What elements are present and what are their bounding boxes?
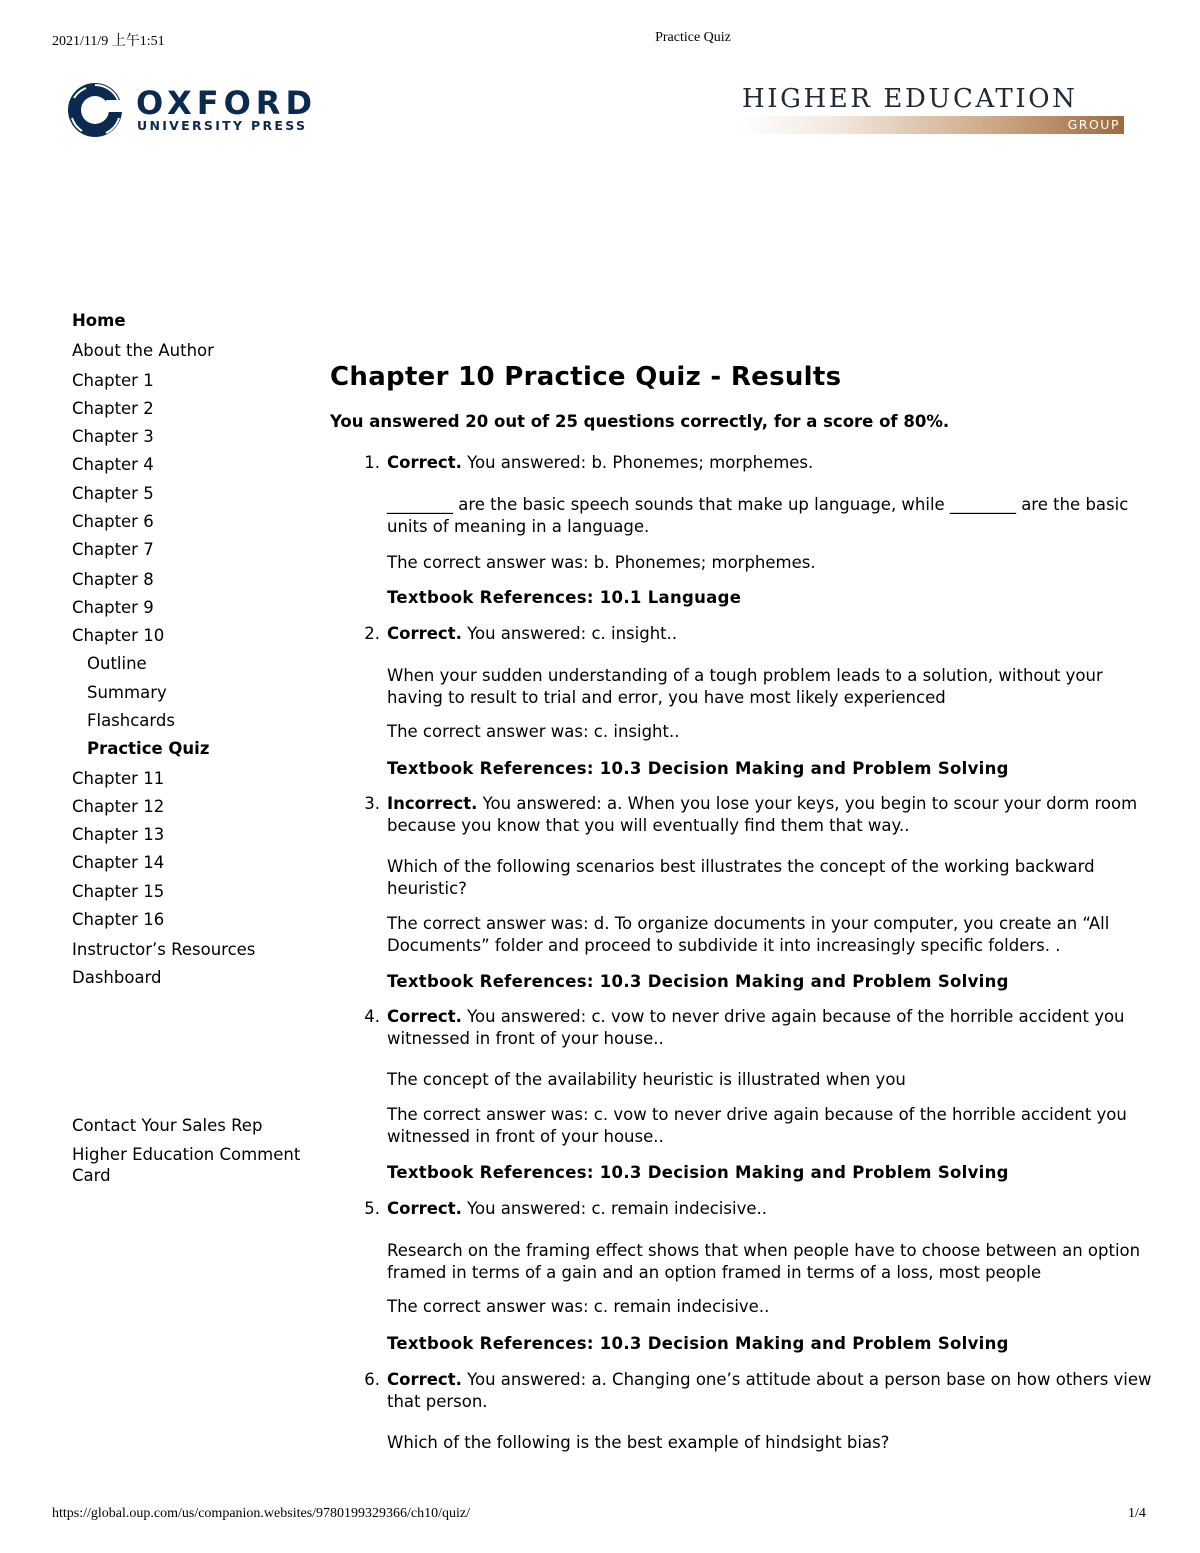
textbook-reference: Textbook References: 10.3 Decision Making and Problem Solving [387, 1163, 1009, 1182]
oxford-logo[interactable] [66, 82, 316, 142]
question-number: 6. [364, 1370, 380, 1389]
sidebar-subitem-outline[interactable]: Outline [87, 654, 147, 673]
sidebar-item-chapter-6[interactable]: Chapter 6 [72, 512, 154, 531]
sidebar-item-chapter-9[interactable]: Chapter 9 [72, 598, 154, 617]
answer-result [387, 1369, 1155, 1412]
textbook-reference: Textbook References: 10.3 Decision Making and Problem Solving [387, 759, 1009, 778]
quiz-results [330, 362, 1160, 1452]
sidebar-item-chapter-3[interactable]: Chapter 3 [72, 427, 154, 446]
user-answer: You answered: c. vow to never drive again because of the horrible accident you witnessed in front of your house.. [387, 1007, 1125, 1048]
user-answer: You answered: a. When you lose your keys, you begin to scour your dorm room because you know that you will eventually find them that way.. [387, 794, 1138, 835]
sidebar-item-chapter-8[interactable]: Chapter 8 [72, 570, 154, 589]
page-title: Chapter 10 Practice Quiz - Results [330, 362, 842, 392]
sidebar-item-chapter-2[interactable]: Chapter 2 [72, 399, 154, 418]
correct-answer: The correct answer was: d. To organize documents in your computer, you create an “All Documents” folder and proceed to subdivide it into increasingly specific folders. . [387, 914, 1110, 955]
sidebar-link-contact-sales-rep[interactable]: Contact Your Sales Rep [72, 1116, 263, 1135]
higher-education-logo[interactable] [738, 84, 1128, 136]
sidebar-item-chapter-4[interactable]: Chapter 4 [72, 455, 154, 474]
question-number: 4. [364, 1007, 380, 1026]
sidebar-item-dashboard[interactable]: Dashboard [72, 968, 162, 987]
question-number: 1. [364, 453, 380, 472]
sidebar-link-comment-card[interactable]: Higher Education Comment Card [72, 1145, 301, 1185]
sidebar-item-chapter-1[interactable]: Chapter 1 [72, 371, 154, 390]
answer-result [387, 793, 1155, 836]
question-text: When your sudden understanding of a tough problem leads to a solution, without your having to result to trial and error, you have most likely experienced [387, 666, 1103, 707]
textbook-reference: Textbook References: 10.3 Decision Making and Problem Solving [387, 1334, 1009, 1353]
status-label: Incorrect. [387, 794, 478, 813]
status-label: Correct. [387, 1199, 462, 1218]
answer-result [387, 452, 1155, 474]
question-number: 2. [364, 624, 380, 643]
user-answer: You answered: a. Changing one’s attitude about a person base on how others view that person. [387, 1370, 1152, 1411]
sidebar-subitem-flashcards[interactable]: Flashcards [87, 711, 175, 730]
question-text: ________ are the basic speech sounds that make up language, while ________ are the basic units of meaning in a language. [387, 495, 1129, 536]
textbook-reference: Textbook References: 10.1 Language [387, 588, 742, 607]
score-summary: You answered 20 out of 25 questions correctly, for a score of 80%. [330, 412, 950, 431]
sidebar-item-chapter-13[interactable]: Chapter 13 [72, 825, 165, 844]
print-footer [0, 1506, 1200, 1526]
oxford-wordmark: OXFORD [136, 84, 317, 122]
sidebar-item-home[interactable]: Home [72, 311, 126, 330]
status-label: Correct. [387, 453, 462, 472]
question-text: Which of the following scenarios best illustrates the concept of the working backward heuristic? [387, 857, 1095, 898]
sidebar-item-chapter-16[interactable]: Chapter 16 [72, 910, 165, 929]
answer-result [387, 623, 1155, 645]
question-text: The concept of the availability heuristic is illustrated when you [387, 1070, 906, 1089]
print-title: Practice Quiz [655, 30, 731, 45]
status-label: Correct. [387, 1007, 462, 1026]
user-answer: You answered: b. Phonemes; morphemes. [467, 453, 814, 472]
user-answer: You answered: c. insight.. [467, 624, 678, 643]
sidebar-item-chapter-5[interactable]: Chapter 5 [72, 484, 154, 503]
print-page-number: 1/4 [1128, 1506, 1146, 1521]
correct-answer: The correct answer was: c. insight.. [387, 722, 680, 741]
higher-education-group: GROUP [1067, 117, 1120, 132]
sidebar-item-chapter-14[interactable]: Chapter 14 [72, 853, 165, 872]
question-text: Which of the following is the best example of hindsight bias? [387, 1433, 890, 1452]
sidebar-item-chapter-7[interactable]: Chapter 7 [72, 540, 154, 559]
correct-answer: The correct answer was: b. Phonemes; morphemes. [387, 553, 816, 572]
sidebar-item-chapter-11[interactable]: Chapter 11 [72, 769, 165, 788]
correct-answer: The correct answer was: c. remain indecisive.. [387, 1297, 770, 1316]
sidebar-item-chapter-12[interactable]: Chapter 12 [72, 797, 165, 816]
sidebar-subitem-practice-quiz[interactable]: Practice Quiz [87, 739, 210, 758]
answer-result [387, 1006, 1155, 1049]
status-label: Correct. [387, 1370, 462, 1389]
textbook-reference: Textbook References: 10.3 Decision Making and Problem Solving [387, 972, 1009, 991]
question-number: 5. [364, 1199, 380, 1218]
print-header [0, 30, 1200, 50]
higher-education-title: HIGHER EDUCATION [742, 84, 1078, 114]
print-datetime: 2021/11/9 上午1:51 [52, 34, 165, 49]
oxford-emblem-icon [66, 82, 126, 142]
answer-result [387, 1198, 1155, 1220]
sidebar-subitem-summary[interactable]: Summary [87, 683, 167, 702]
question-number: 3. [364, 794, 380, 813]
question-text: Research on the framing effect shows that when people have to choose between an option framed in terms of a gain and an option framed in terms of a loss, most people [387, 1241, 1141, 1282]
higher-education-bar [738, 116, 1124, 134]
sidebar-item-instructor-resources[interactable]: Instructor’s Resources [72, 940, 256, 959]
sidebar-item-about-author[interactable]: About the Author [72, 341, 214, 360]
oxford-subtitle: UNIVERSITY PRESS [137, 118, 308, 133]
user-answer: You answered: c. remain indecisive.. [467, 1199, 767, 1218]
sidebar-item-chapter-10[interactable]: Chapter 10 [72, 626, 165, 645]
print-url: https://global.oup.com/us/companion.websites/9780199329366/ch10/quiz/ [52, 1506, 471, 1521]
correct-answer: The correct answer was: c. vow to never drive again because of the horrible accident you witnessed in front of your house.. [387, 1105, 1127, 1146]
sidebar-item-chapter-15[interactable]: Chapter 15 [72, 882, 165, 901]
status-label: Correct. [387, 624, 462, 643]
